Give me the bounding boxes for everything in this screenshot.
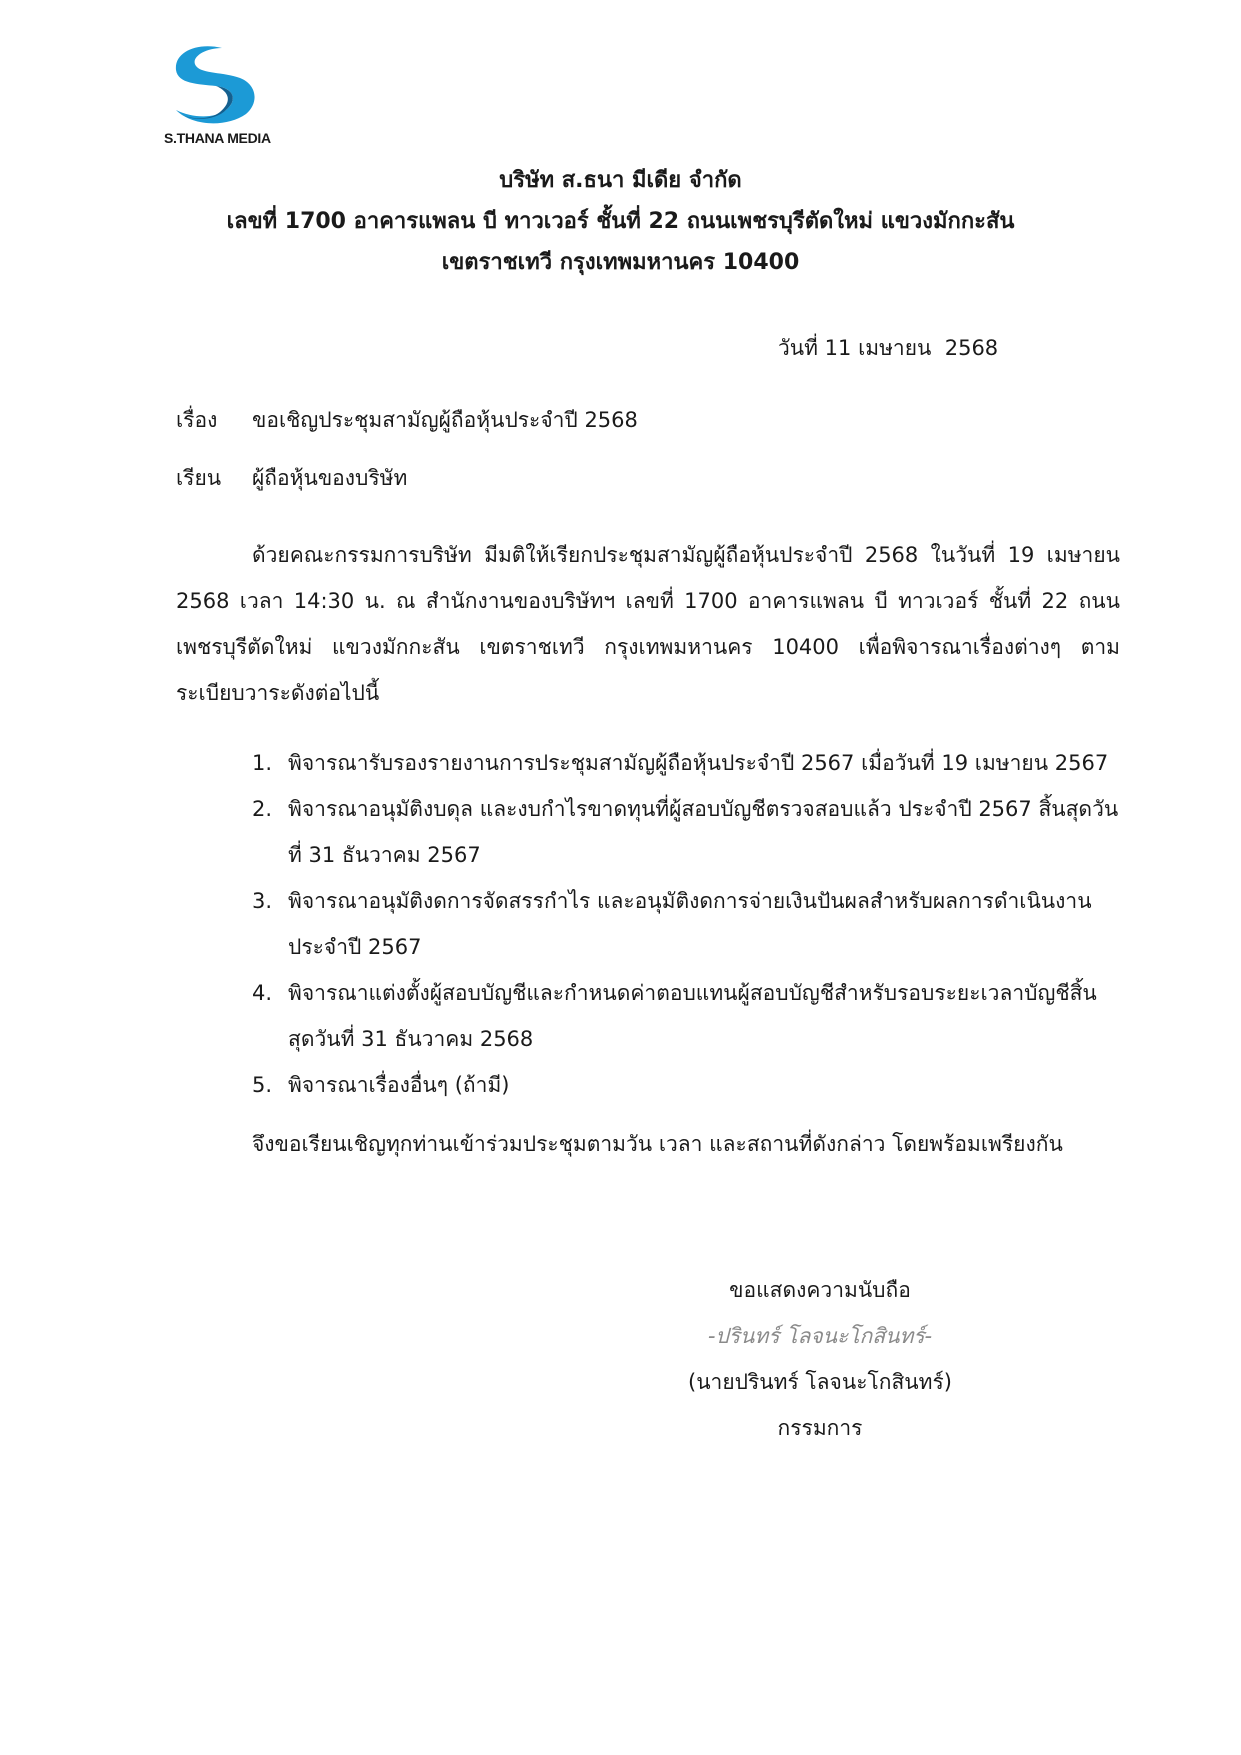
recipient-value: ผู้ถือหุ้นของบริษัท bbox=[252, 466, 408, 490]
agenda-item-text: พิจารณาแต่งตั้งผู้สอบบัญชีและกำหนดค่าตอบแทนผู้สอบบัญชีสำหรับรอบระยะเวลาบัญชีสิ้นสุดวันที่ 31 ธันวาคม 2568 bbox=[288, 981, 1097, 1051]
letterhead bbox=[0, 160, 1241, 283]
letter-date: วันที่ 11 เมษายน 2568 bbox=[778, 336, 999, 360]
company-address-line2: เขตราชเทวี กรุงเทพมหานคร 10400 bbox=[441, 250, 800, 275]
agenda-list bbox=[252, 740, 1120, 1108]
body-paragraph: ด้วยคณะกรรมการบริษัท มีมติให้เรียกประชุมสามัญผู้ถือหุ้นประจำปี 2568 ในวันที่ 19 เมษายน 2568 เวลา 14:30 น. ณ สำนักงานของบริษัทฯ เลขที่ 1700 อาคารแพลน บี ทาวเวอร์ ชั้นที่ 22 ถนนเพชรบุรีตัดใหม่ แขวงมักกะสัน เขตราชเทวี กรุงเทพมหานคร 10400 เพื่อพิจารณาเรื่องต่างๆ ตามระเบียบวาระดังต่อไปนี้ bbox=[176, 543, 1120, 705]
agenda-item bbox=[252, 740, 1120, 786]
signature-signed: -ปรินทร์ โลจนะโกสินทร์- bbox=[707, 1324, 933, 1348]
company-address-line1: เลขที่ 1700 อาคารแพลน บี ทาวเวอร์ ชั้นที่ 22 ถนนเพชรบุรีตัดใหม่ แขวงมักกะสัน bbox=[226, 209, 1015, 234]
subject-value: ขอเชิญประชุมสามัญผู้ถือหุ้นประจำปี 2568 bbox=[252, 408, 638, 432]
agenda-item-number: 4. bbox=[252, 981, 273, 1005]
signature-title: กรรมการ bbox=[777, 1416, 863, 1440]
signature-name: (นายปรินทร์ โลจนะโกสินทร์) bbox=[688, 1370, 952, 1394]
agenda-item-number: 3. bbox=[252, 889, 273, 913]
agenda-item-text: พิจารณาอนุมัติงบดุล และงบกำไรขาดทุนที่ผู้สอบบัญชีตรวจสอบแล้ว ประจำปี 2567 สิ้นสุดวันที่ 31 ธันวาคม 2567 bbox=[288, 797, 1119, 867]
company-name: บริษัท ส.ธนา มีเดีย จำกัด bbox=[499, 168, 742, 193]
agenda-item-number: 2. bbox=[252, 797, 273, 821]
company-logo bbox=[162, 40, 274, 146]
agenda-item bbox=[252, 878, 1120, 970]
logo-text: S.THANA MEDIA bbox=[164, 130, 271, 146]
closing-sentence: จึงขอเรียนเชิญทุกท่านเข้าร่วมประชุมตามวัน เวลา และสถานที่ดังกล่าว โดยพร้อมเพรียงกัน bbox=[252, 1132, 1063, 1156]
recipient-row bbox=[176, 462, 407, 495]
agenda-item bbox=[252, 970, 1120, 1062]
agenda-item bbox=[252, 786, 1120, 878]
signature-salutation: ขอแสดงความนับถือ bbox=[729, 1278, 911, 1302]
subject-label: เรื่อง bbox=[176, 408, 218, 432]
logo-mark-icon bbox=[162, 40, 262, 128]
agenda-item-text: พิจารณารับรองรายงานการประชุมสามัญผู้ถือหุ้นประจำปี 2567 เมื่อวันที่ 19 เมษายน 2567 bbox=[288, 751, 1109, 775]
agenda-item-number: 1. bbox=[252, 751, 273, 775]
agenda-item-number: 5. bbox=[252, 1073, 273, 1097]
subject-row bbox=[176, 404, 638, 437]
agenda-item bbox=[252, 1062, 1120, 1108]
agenda-item-text: พิจารณาอนุมัติงดการจัดสรรกำไร และอนุมัติงดการจ่ายเงินปันผลสำหรับผลการดำเนินงานประจำปี 2567 bbox=[288, 889, 1092, 959]
agenda-item-text: พิจารณาเรื่องอื่นๆ (ถ้ามี) bbox=[288, 1073, 510, 1097]
recipient-label: เรียน bbox=[176, 466, 222, 490]
